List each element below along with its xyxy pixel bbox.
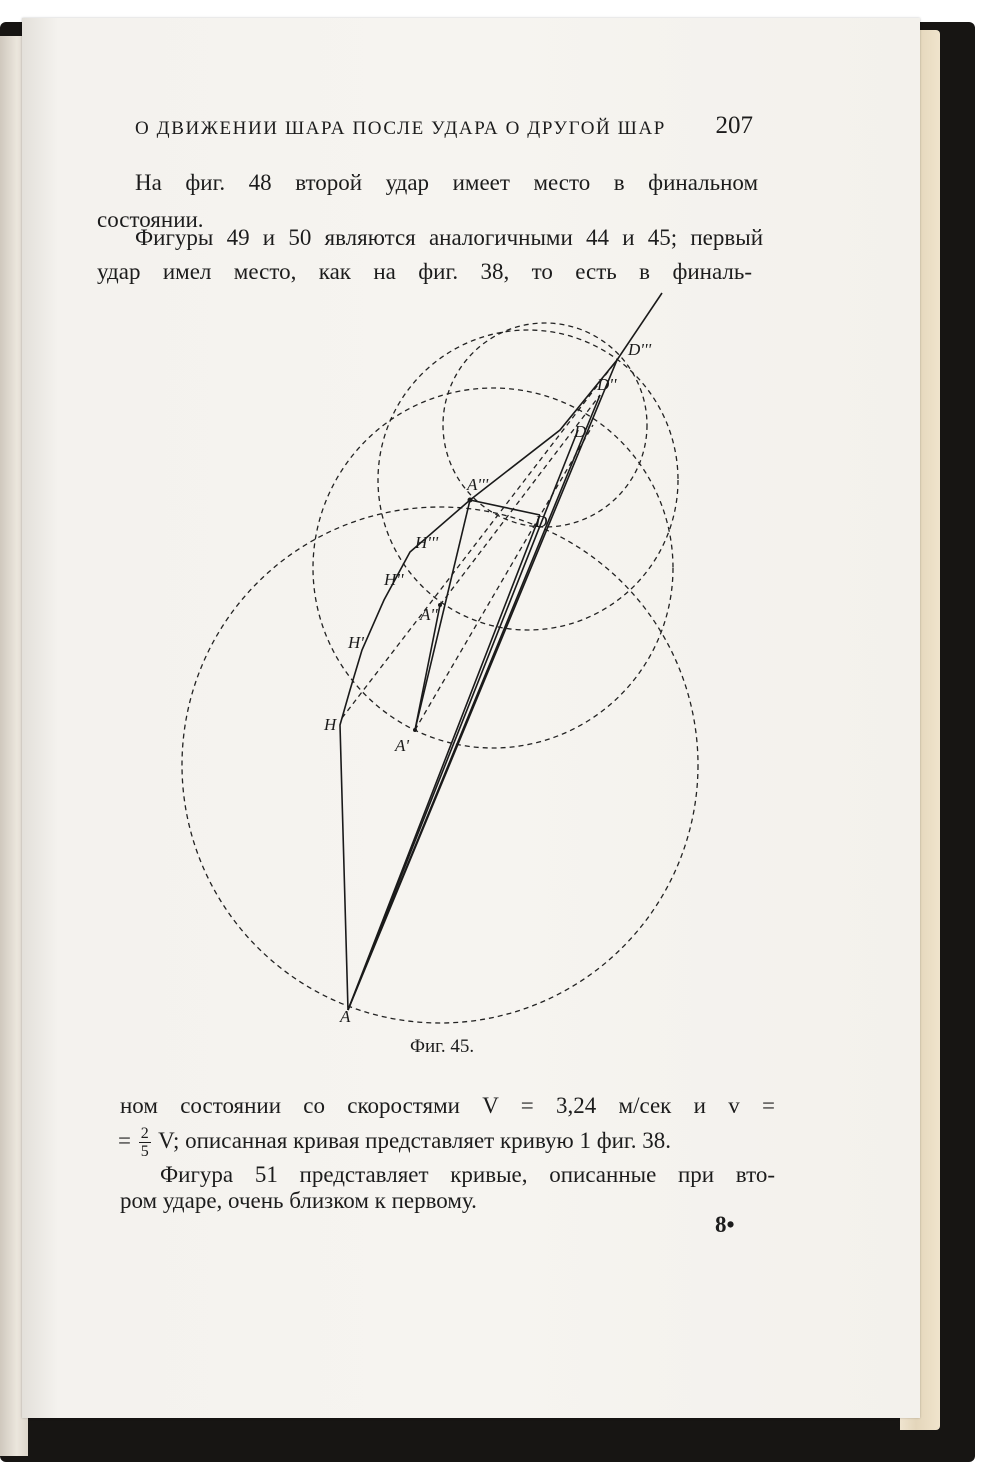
label-A1: A' — [395, 736, 410, 755]
label-H2: H'' — [384, 570, 404, 589]
circle-third — [378, 330, 678, 630]
fraction-numerator: 2 — [140, 1125, 149, 1142]
circle-second — [313, 388, 673, 748]
figure-caption: Фиг. 45. — [410, 1036, 475, 1057]
label-D1: D' — [574, 422, 590, 441]
curve-A-H-H'-H''-D''' — [340, 360, 617, 1010]
line-A'''-D — [470, 500, 540, 515]
continuation-line-2-text: V; описанная кривая представляет кривую 1 фиг. 38. — [158, 1127, 671, 1153]
paragraph-3-line-1: Фигура 51 представляет кривые, описанные при вто- — [160, 1162, 775, 1187]
label-D: D — [535, 512, 548, 531]
label-H1: H' — [348, 633, 364, 652]
label-A3: A''' — [467, 475, 489, 494]
label-H: H — [324, 715, 337, 734]
continuation-line-1: ном состоянии со скоростями V = 3,24 м/сек и v = — [120, 1093, 775, 1118]
paragraph-1-line-2: состоянии. — [97, 207, 204, 232]
dashed-chord-1 — [342, 360, 617, 718]
equals-sign: = — [118, 1127, 131, 1153]
label-A2: A'' — [420, 605, 438, 624]
paragraph-1-line-1: На фиг. 48 второй удар имеет место в финальном — [135, 170, 758, 195]
circle-large — [182, 507, 698, 1023]
label-A: A — [340, 1007, 351, 1026]
dashed-chord-2 — [415, 425, 593, 730]
line-A-D''' — [348, 360, 617, 1010]
label-D3: D''' — [628, 340, 652, 359]
paragraph-3-line-2: ром ударе, очень близком к первому. — [120, 1188, 477, 1213]
page-number: 207 — [715, 112, 753, 139]
fraction-two-fifths — [139, 1125, 151, 1160]
fraction-denominator: 5 — [140, 1143, 149, 1160]
running-head-title: О ДВИЖЕНИИ ШАРА ПОСЛЕ УДАРА О ДРУГОЙ ШАР — [135, 118, 666, 139]
label-D2: D'' — [597, 375, 617, 394]
paragraph-2-line-2: удар имел место, как на фиг. 38, то есть в финаль- — [97, 259, 752, 284]
label-H3: H''' — [415, 533, 439, 552]
signature-mark: 8• — [715, 1212, 735, 1237]
paragraph-2-line-1: Фигуры 49 и 50 являются аналогичными 44 и 45; первый — [135, 225, 763, 250]
continuation-line-2 — [118, 1125, 671, 1160]
